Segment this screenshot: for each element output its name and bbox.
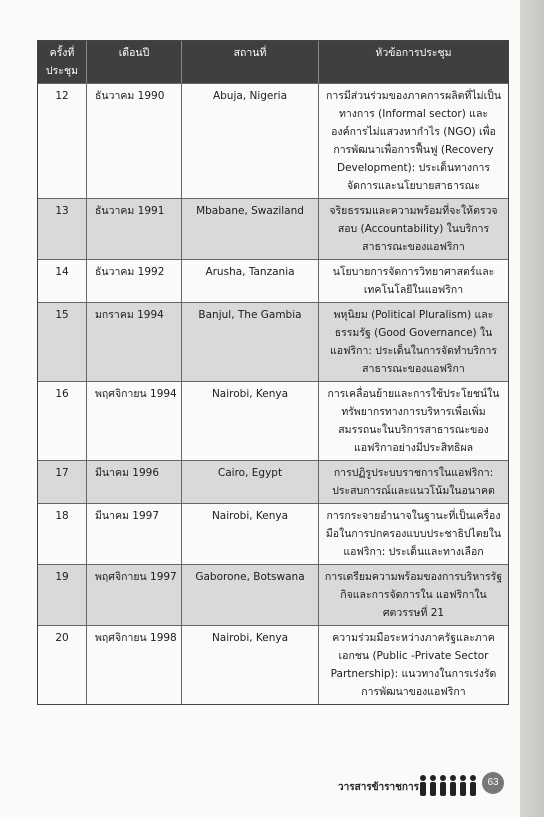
cell-date: ธันวาคม 1990 <box>86 84 181 198</box>
header-topic: หัวข้อการประชุม <box>318 41 508 83</box>
cell-no: 15 <box>55 309 69 321</box>
cell-no: 13 <box>55 205 69 217</box>
cell-date: พฤศจิกายน 1998 <box>86 626 181 704</box>
cell-topic: การเคลื่อนย้ายและการใช้ประโยชน์ในทรัพยากรทางการบริหารเพื่อเพิ่มสมรรถนะในบริการสาธารณะของแอฟริกาอย่างมีประสิทธิผล <box>318 382 508 460</box>
cell-topic: การปฏิรูประบบราชการในแอฟริกา: ประสบการณ์และแนวโน้มในอนาคต <box>318 461 508 503</box>
cell-topic: การกระจายอำนาจในฐานะที่เป็นเครื่องมือในการปกครองแบบประชาธิปไตยในแอฟริกา: ประเด็นและทางเลือก <box>318 504 508 564</box>
conference-table <box>37 40 509 705</box>
header-month-year: เดือนปี <box>86 41 181 83</box>
cell-date: มกราคม 1994 <box>86 303 181 381</box>
cell-place: Mbabane, Swaziland <box>181 199 318 259</box>
cell-no: 20 <box>55 632 69 644</box>
cell-date: พฤศจิกายน 1994 <box>86 382 181 460</box>
table-row <box>38 564 508 625</box>
table-row <box>38 83 508 198</box>
table-row <box>38 259 508 302</box>
cell-no: 16 <box>55 388 69 400</box>
page-edge-shadow <box>520 0 544 817</box>
table-row <box>38 503 508 564</box>
cell-date: ธันวาคม 1992 <box>86 260 181 302</box>
cell-place: Cairo, Egypt <box>181 461 318 503</box>
cell-topic: การมีส่วนร่วมของภาคการผลิตที่ไม่เป็นทางการ (Informal sector) และองค์การไม่แสวงหากำไร (NGO) เพื่อการพัฒนาเพื่อการฟื้นฟู (Recovery Development): ประเด็นทางการจัดการและนโยบายสาธารณะ <box>318 84 508 198</box>
cell-place: Nairobi, Kenya <box>181 382 318 460</box>
cell-place: Abuja, Nigeria <box>181 84 318 198</box>
cell-place: Nairobi, Kenya <box>181 504 318 564</box>
cell-date: มีนาคม 1997 <box>86 504 181 564</box>
cell-topic: การเตรียมความพร้อมของการบริหารรัฐกิจและการจัดการใน แอฟริกาในศตวรรษที่ 21 <box>318 565 508 625</box>
page-footer <box>300 770 520 800</box>
cell-topic: นโยบายการจัดการวิทยาศาสตร์และเทคโนโลยีในแอฟริกา <box>318 260 508 302</box>
table-row <box>38 302 508 381</box>
page-number-badge: 63 <box>482 772 504 794</box>
cell-topic: พหุนิยม (Political Pluralism) และธรรมรัฐ (Good Governance) ในแอฟริกา: ประเด็นในการจัดทำบริการสาธารณะของแอฟริกา <box>318 303 508 381</box>
cell-no: 14 <box>55 266 69 278</box>
cell-place: Banjul, The Gambia <box>181 303 318 381</box>
cell-no: 12 <box>55 90 69 102</box>
journal-title: วารสารข้าราชการ <box>338 782 419 793</box>
table-row <box>38 381 508 460</box>
cell-date: ธันวาคม 1991 <box>86 199 181 259</box>
cell-no: 18 <box>55 510 69 522</box>
cell-topic: จริยธรรมและความพร้อมที่จะให้ตรวจสอบ (Accountability) ในบริการสาธารณะของแอฟริกา <box>318 199 508 259</box>
cell-place: Arusha, Tanzania <box>181 260 318 302</box>
header-place: สถานที่ <box>181 41 318 83</box>
cell-no: 19 <box>55 571 69 583</box>
cell-place: Nairobi, Kenya <box>181 626 318 704</box>
cell-no: 17 <box>55 467 69 479</box>
table-header-row <box>38 41 508 83</box>
cell-topic: ความร่วมมือระหว่างภาครัฐและภาคเอกชน (Public -Private Sector Partnership): แนวทางในการเร่งรัดการพัฒนาของแอฟริกา <box>318 626 508 704</box>
table-row <box>38 198 508 259</box>
cell-date: มีนาคม 1996 <box>86 461 181 503</box>
cell-place: Gaborone, Botswana <box>181 565 318 625</box>
people-silhouette-icon <box>418 774 480 798</box>
header-meeting-no: ครั้งที่ ประชุม <box>46 47 78 77</box>
cell-date: พฤศจิกายน 1997 <box>86 565 181 625</box>
table-row <box>38 460 508 503</box>
table-row <box>38 625 508 704</box>
